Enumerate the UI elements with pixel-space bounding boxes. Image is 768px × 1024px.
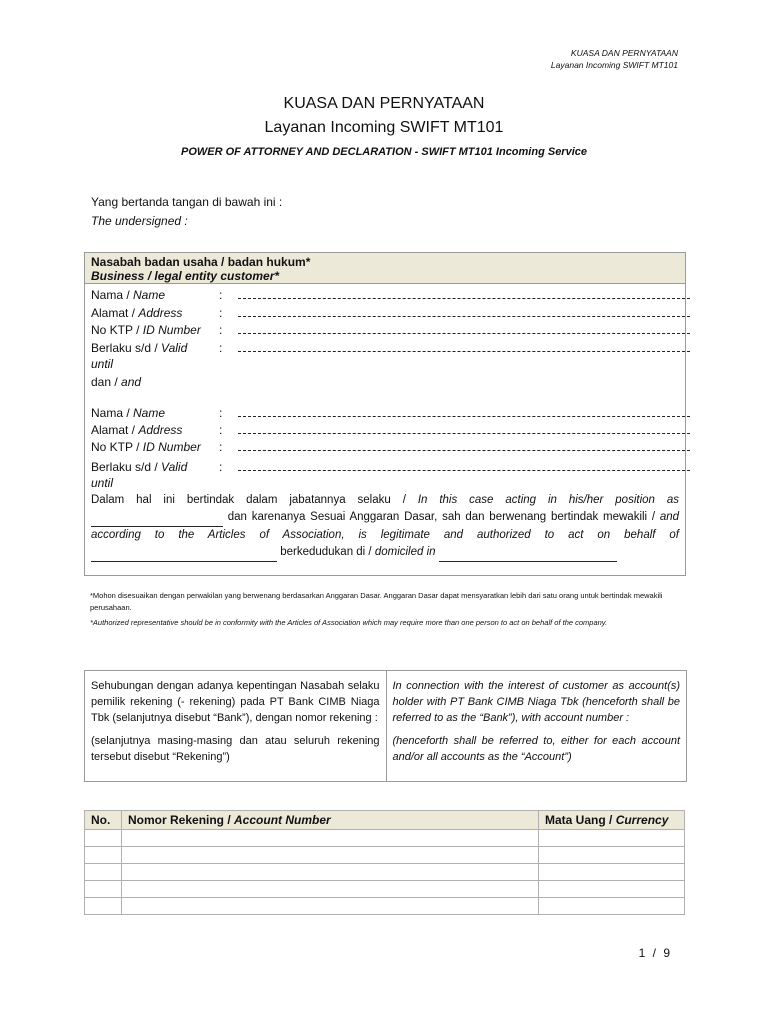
account-table bbox=[84, 810, 685, 915]
field-id-number-1[interactable]: No KTP / ID Number : bbox=[91, 322, 211, 338]
table-row[interactable] bbox=[85, 881, 685, 898]
connection-statement-id: Sehubungan dengan adanya kepentingan Nasabah selaku pemilik rekening (- rekening) pada PT Bank CIMB Niaga Tbk (selanjutnya disebut “Bank”), dengan nomor rekening : (selanjutnya masing-masing dan atau seluruh rekening tersebut disebut “Rekening”) bbox=[91, 680, 380, 763]
col-no: No. bbox=[85, 811, 122, 830]
address-2-input-line[interactable] bbox=[238, 433, 690, 434]
valid-until-1-input-line[interactable] bbox=[238, 351, 690, 352]
field-name-1[interactable]: Nama / Name : bbox=[91, 287, 211, 303]
customer-box bbox=[84, 252, 686, 576]
company-input-line[interactable] bbox=[91, 544, 277, 562]
col-account-number: Nomor Rekening / Account Number bbox=[122, 811, 539, 830]
footnote-id: *Mohon disesuaikan dengan perwakilan yang berwenang berdasarkan Anggaran Dasar. Anggaran Dasar dapat mensyaratkan lebih dari satu orang untuk bertindak mewakili perusahaan. bbox=[90, 591, 663, 612]
id-number-1-input-line[interactable] bbox=[238, 333, 690, 334]
address-1-input-line[interactable] bbox=[238, 316, 690, 317]
field-valid-until-2[interactable]: Berlaku s/d / Valid until : bbox=[91, 459, 211, 475]
id-number-2-input-line[interactable] bbox=[238, 450, 690, 451]
running-header-subtitle: Layanan Incoming SWIFT MT101 bbox=[550, 60, 678, 70]
field-id-number-2[interactable]: No KTP / ID Number : bbox=[91, 439, 211, 455]
table-row[interactable] bbox=[85, 847, 685, 864]
position-input-line[interactable] bbox=[91, 509, 223, 527]
domicile-input-line[interactable] bbox=[439, 544, 617, 562]
document-english-title: POWER OF ATTORNEY AND DECLARATION - SWIFT MT101 Incoming Service bbox=[180, 146, 588, 158]
table-row[interactable] bbox=[85, 830, 685, 847]
customer-box-header bbox=[85, 253, 685, 284]
intro-en: The undersigned : bbox=[91, 214, 188, 228]
position-paragraph: Dalam hal ini bertindak dalam jabatannya selaku / In this case acting in his/her position as dan karenanya Sesuai Anggaran Dasar, sah dan berwenang bertindak mewakili / and according to the Articles of Association, is legitimate and authorized to act on behalf of berkedudukan di / domiciled in bbox=[91, 492, 679, 562]
col-currency: Mata Uang / Currency bbox=[539, 811, 685, 830]
running-header bbox=[551, 47, 678, 71]
connection-statement-en: In connection with the interest of customer as account(s) holder with PT Bank CIMB Niaga Tbk (henceforth shall be referred to as the “Bank”), with account number : (henceforth shall be referred to, either for each account and/or all accounts as the “Account”) bbox=[386, 671, 687, 781]
valid-until-2-input-line[interactable] bbox=[238, 470, 690, 471]
document-subtitle: Layanan Incoming SWIFT MT101 bbox=[264, 119, 504, 136]
customer-box-header-en: Business / legal entity customer* bbox=[91, 269, 280, 283]
customer-box-header-id: Nasabah badan usaha / badan hukum* bbox=[91, 255, 311, 269]
name-1-input-line[interactable] bbox=[238, 298, 690, 299]
account-table-header bbox=[85, 811, 685, 830]
running-header-title: KUASA DAN PERNYATAAN bbox=[570, 48, 678, 58]
field-address-2[interactable]: Alamat / Address : bbox=[91, 422, 211, 438]
field-name-2[interactable]: Nama / Name : bbox=[91, 405, 211, 421]
field-address-1[interactable]: Alamat / Address : bbox=[91, 305, 211, 321]
table-row[interactable] bbox=[85, 864, 685, 881]
document-title: KUASA DAN PERNYATAAN bbox=[283, 95, 485, 112]
intro-id: Yang bertanda tangan di bawah ini : bbox=[91, 195, 283, 209]
and-label: dan / and bbox=[91, 375, 142, 389]
connection-statement bbox=[84, 670, 687, 782]
table-row[interactable] bbox=[85, 898, 685, 915]
footnote-en: *Authorized representative should be in conformity with the Articles of Association which may require more than one person to act on behalf of the company. bbox=[90, 618, 608, 627]
field-valid-until-1[interactable]: Berlaku s/d / Valid until : bbox=[91, 340, 211, 356]
name-2-input-line[interactable] bbox=[238, 416, 690, 417]
page-number: 1 / 9 bbox=[638, 946, 672, 960]
